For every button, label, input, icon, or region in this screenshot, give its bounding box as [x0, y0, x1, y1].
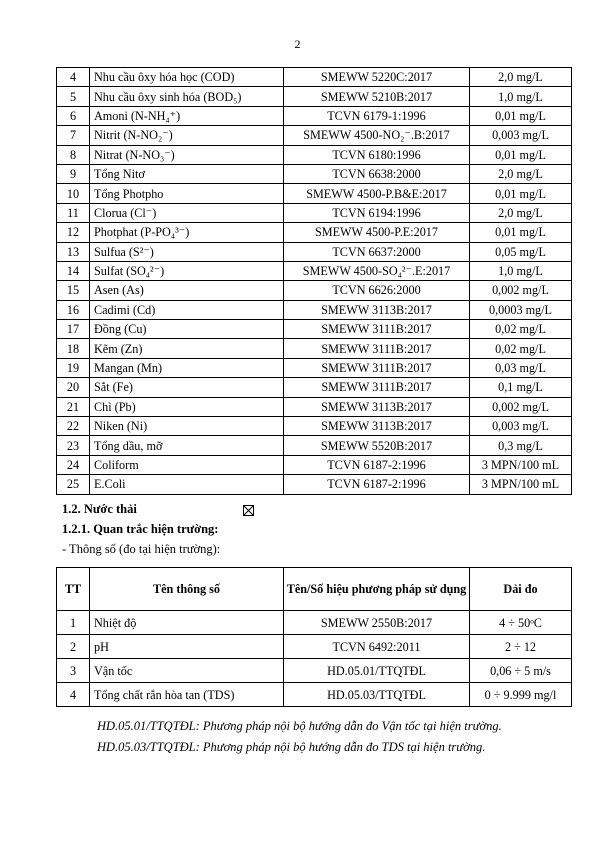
detection-limit: 1,0 mg/L: [470, 261, 572, 280]
detection-limit: 0,3 mg/L: [470, 436, 572, 455]
header-method: Tên/Số hiệu phương pháp sử dụng: [284, 568, 470, 611]
parameter-name: Coliform: [90, 455, 284, 474]
detection-limit: 0,01 mg/L: [470, 106, 572, 125]
row-number: 22: [57, 417, 90, 436]
parameter-name: Sắt (Fe): [90, 378, 284, 397]
table-row: [57, 475, 572, 494]
table-row: [57, 242, 572, 261]
table-row: [57, 683, 572, 707]
method-code: SMEWW 3113B:2017: [284, 397, 470, 416]
detection-limit: 0,02 mg/L: [470, 320, 572, 339]
parameter-name: Nitrit (N-NO₂⁻): [90, 126, 284, 145]
row-number: 15: [57, 281, 90, 300]
method-code: TCVN 6194:1996: [284, 203, 470, 222]
row-number: 21: [57, 397, 90, 416]
row-number: 25: [57, 475, 90, 494]
table-row: [57, 436, 572, 455]
detection-limit: 0,1 mg/L: [470, 378, 572, 397]
row-number: 5: [57, 87, 90, 106]
table-row: [57, 87, 572, 106]
row-number: 2: [57, 635, 90, 659]
detection-limit: 2,0 mg/L: [470, 68, 572, 87]
row-number: 13: [57, 242, 90, 261]
row-number: 10: [57, 184, 90, 203]
method-code: SMEWW 5210B:2017: [284, 87, 470, 106]
method-code: SMEWW 4500-P.E:2017: [284, 223, 470, 242]
method-code: TCVN 6626:2000: [284, 281, 470, 300]
header-name: Tên thông số: [90, 568, 284, 611]
parameter-name: Niken (Ni): [90, 417, 284, 436]
detection-limit: 0,03 mg/L: [470, 358, 572, 377]
measurement-range: 0,06 ÷ 5 m/s: [470, 659, 572, 683]
table-row: [57, 145, 572, 164]
parameter-name: Asen (As): [90, 281, 284, 300]
table-row: [57, 68, 572, 87]
table-row: [57, 455, 572, 474]
parameter-name: Chì (Pb): [90, 397, 284, 416]
row-number: 4: [57, 68, 90, 87]
row-number: 24: [57, 455, 90, 474]
parameter-name: Tổng dầu, mỡ: [90, 436, 284, 455]
parameter-name: Clorua (Cl⁻): [90, 203, 284, 222]
section-heading-field-monitoring: 1.2.1. Quan trắc hiện trường:: [62, 522, 219, 536]
page-number: 2: [294, 37, 301, 51]
parameter-name: Tổng Photpho: [90, 184, 284, 203]
field-parameters-intro: - Thông số (đo tại hiện trường):: [62, 542, 221, 556]
method-code: SMEWW 3111B:2017: [284, 358, 470, 377]
section-heading-wastewater: 1.2. Nước thải: [62, 502, 137, 516]
table-row: [57, 261, 572, 280]
row-number: 6: [57, 106, 90, 125]
lab-parameters-table: [56, 67, 572, 495]
method-code: SMEWW 5220C:2017: [284, 68, 470, 87]
detection-limit: 0,02 mg/L: [470, 339, 572, 358]
row-number: 17: [57, 320, 90, 339]
method-code: SMEWW 3113B:2017: [284, 417, 470, 436]
detection-limit: 0,0003 mg/L: [470, 300, 572, 319]
table-row: [57, 320, 572, 339]
parameter-name: Vận tốc: [90, 659, 284, 683]
detection-limit: 2,0 mg/L: [470, 203, 572, 222]
parameter-name: Nhiệt độ: [90, 611, 284, 635]
row-number: 20: [57, 378, 90, 397]
parameter-name: Tổng Nitơ: [90, 164, 284, 183]
detection-limit: 0,003 mg/L: [470, 417, 572, 436]
parameter-name: Tổng chất rắn hòa tan (TDS): [90, 683, 284, 707]
table-row: [57, 106, 572, 125]
method-code: TCVN 6187-2:1996: [284, 475, 470, 494]
method-code: TCVN 6187-2:1996: [284, 455, 470, 474]
row-number: 11: [57, 203, 90, 222]
detection-limit: 0,01 mg/L: [470, 223, 572, 242]
method-code: TCVN 6637:2000: [284, 242, 470, 261]
detection-limit: 2,0 mg/L: [470, 164, 572, 183]
table-row: [57, 417, 572, 436]
table-row: [57, 659, 572, 683]
parameter-name: Nhu cầu ôxy hóa học (COD): [90, 68, 284, 87]
method-code: SMEWW 4500-SO₄²⁻.E:2017: [284, 261, 470, 280]
table-row: [57, 203, 572, 222]
parameter-name: Nitrat (N-NO₃⁻): [90, 145, 284, 164]
table-row: [57, 126, 572, 145]
row-number: 1: [57, 611, 90, 635]
method-code: TCVN 6180:1996: [284, 145, 470, 164]
row-number: 19: [57, 358, 90, 377]
table-row: [57, 635, 572, 659]
table-header-row: [57, 568, 572, 611]
detection-limit: 0,003 mg/L: [470, 126, 572, 145]
row-number: 18: [57, 339, 90, 358]
detection-limit: 0,002 mg/L: [470, 397, 572, 416]
row-number: 16: [57, 300, 90, 319]
measurement-range: 4 ÷ 50ᵒC: [470, 611, 572, 635]
detection-limit: 1,0 mg/L: [470, 87, 572, 106]
row-number: 7: [57, 126, 90, 145]
note-tds-method: HD.05.03/TTQTĐL: Phương pháp nội bộ hướng dẫn đo TDS tại hiện trường.: [97, 740, 486, 754]
table-row: [57, 378, 572, 397]
parameter-name: Amoni (N-NH₄⁺): [90, 106, 284, 125]
parameter-name: Sulfua (S²⁻): [90, 242, 284, 261]
table-row: [57, 339, 572, 358]
method-code: HD.05.03/TTQTĐL: [284, 683, 470, 707]
row-number: 23: [57, 436, 90, 455]
measurement-range: 2 ÷ 12: [470, 635, 572, 659]
method-code: SMEWW 3111B:2017: [284, 339, 470, 358]
table-row: [57, 164, 572, 183]
row-number: 14: [57, 261, 90, 280]
method-code: SMEWW 3111B:2017: [284, 378, 470, 397]
method-code: SMEWW 5520B:2017: [284, 436, 470, 455]
parameter-name: Nhu cầu ôxy sinh hóa (BOD₅): [90, 87, 284, 106]
parameter-name: Cadimi (Cd): [90, 300, 284, 319]
method-code: HD.05.01/TTQTĐL: [284, 659, 470, 683]
detection-limit: 0,01 mg/L: [470, 145, 572, 164]
table-row: [57, 184, 572, 203]
parameter-name: E.Coli: [90, 475, 284, 494]
detection-limit: 3 MPN/100 mL: [470, 455, 572, 474]
parameter-name: Sulfat (SO₄²⁻): [90, 261, 284, 280]
method-code: TCVN 6492:2011: [284, 635, 470, 659]
parameter-name: Mangan (Mn): [90, 358, 284, 377]
row-number: 3: [57, 659, 90, 683]
parameter-name: Kẽm (Zn): [90, 339, 284, 358]
row-number: 9: [57, 164, 90, 183]
parameter-name: Đồng (Cu): [90, 320, 284, 339]
parameter-name: Photphat (P-PO₄³⁻): [90, 223, 284, 242]
table-row: [57, 300, 572, 319]
method-code: SMEWW 3111B:2017: [284, 320, 470, 339]
detection-limit: 0,01 mg/L: [470, 184, 572, 203]
detection-limit: 0,002 mg/L: [470, 281, 572, 300]
row-number: 12: [57, 223, 90, 242]
note-velocity-method: HD.05.01/TTQTĐL: Phương pháp nội bộ hướng dẫn đo Vận tốc tại hiện trường.: [97, 719, 502, 733]
method-code: SMEWW 4500-NO₂⁻.B:2017: [284, 126, 470, 145]
measurement-range: 0 ÷ 9.999 mg/l: [470, 683, 572, 707]
method-code: SMEWW 4500-P.B&E:2017: [284, 184, 470, 203]
detection-limit: 0,05 mg/L: [470, 242, 572, 261]
header-tt: TT: [57, 568, 90, 611]
checked-box-icon[interactable]: [243, 505, 254, 516]
method-code: TCVN 6638:2000: [284, 164, 470, 183]
table-row: [57, 358, 572, 377]
table-row: [57, 223, 572, 242]
parameter-name: pH: [90, 635, 284, 659]
row-number: 4: [57, 683, 90, 707]
field-parameters-table: [56, 567, 572, 707]
table-row: [57, 611, 572, 635]
header-range: Dải đo: [470, 568, 572, 611]
method-code: TCVN 6179-1:1996: [284, 106, 470, 125]
table-row: [57, 281, 572, 300]
method-code: SMEWW 2550B:2017: [284, 611, 470, 635]
method-code: SMEWW 3113B:2017: [284, 300, 470, 319]
detection-limit: 3 MPN/100 mL: [470, 475, 572, 494]
table-row: [57, 397, 572, 416]
row-number: 8: [57, 145, 90, 164]
